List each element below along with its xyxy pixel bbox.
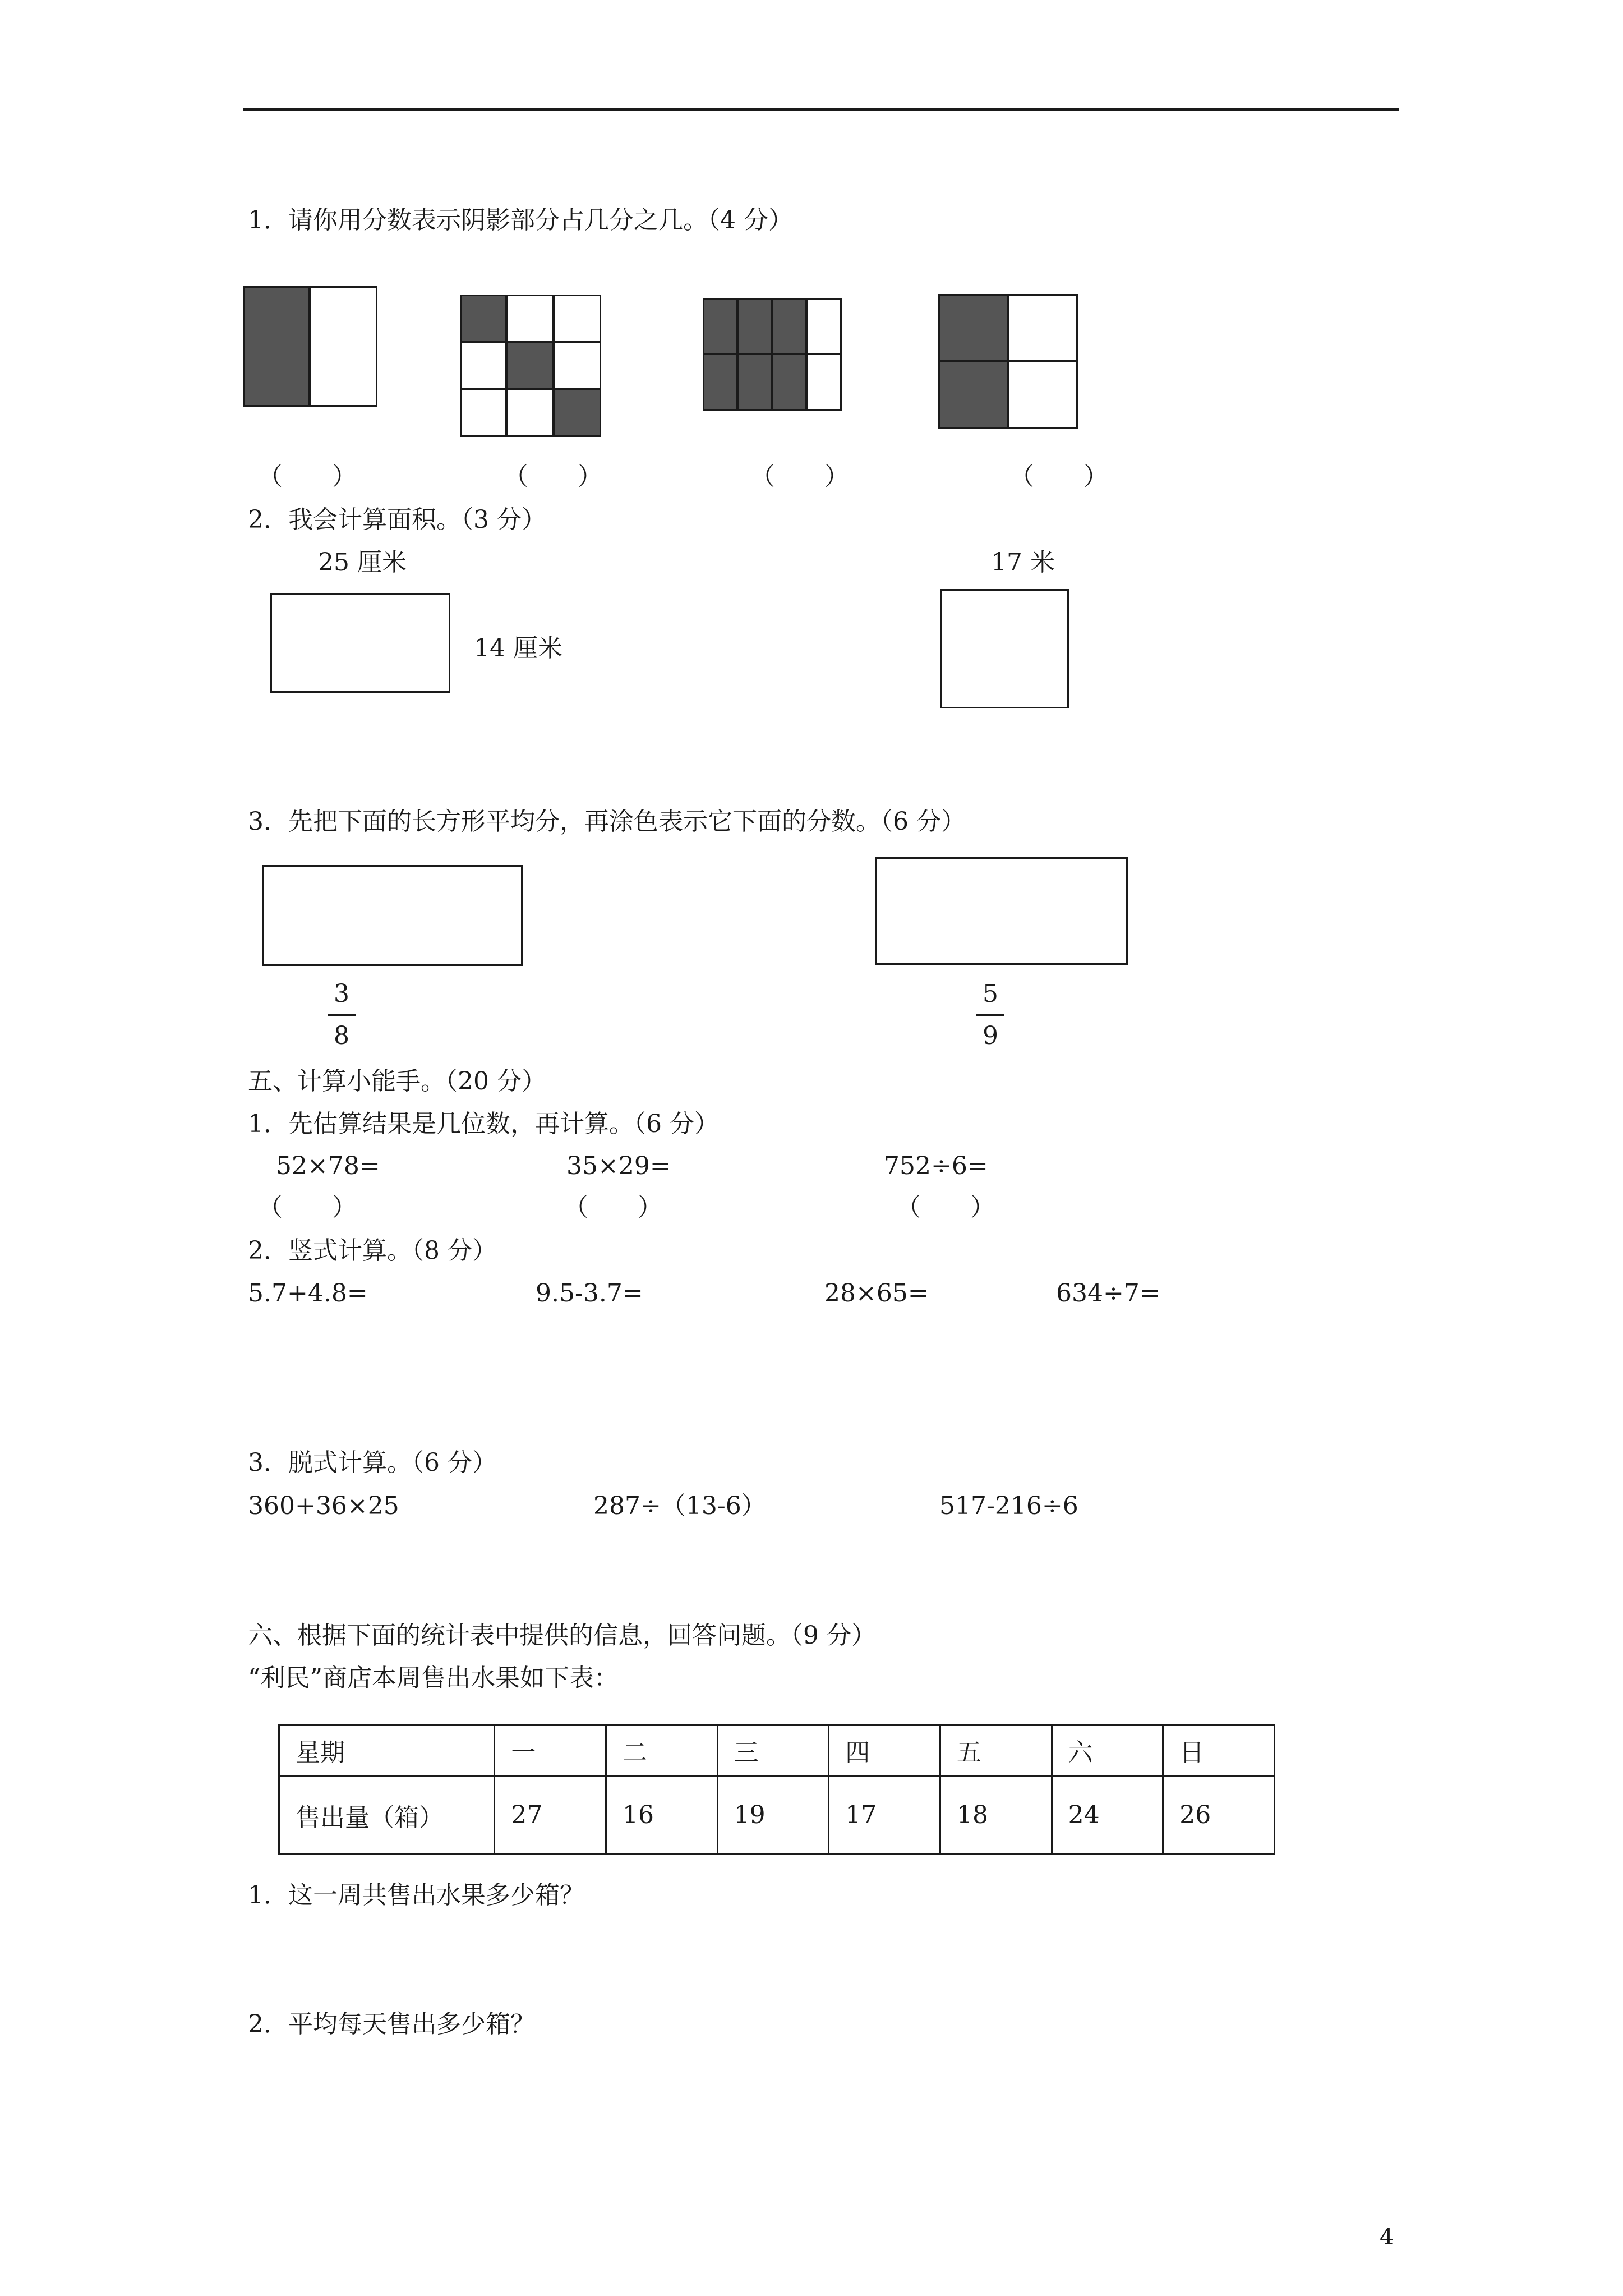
shaded-cell [772,353,808,411]
table-cell: 16 [606,1776,717,1855]
estimate-item-3: 752÷6= [884,1152,988,1180]
step-calc-2: 287÷（13-6） [593,1492,766,1520]
shaded-cell [506,341,555,389]
grid-cell [554,341,602,389]
grid-cell [310,286,378,407]
grid-cell [506,389,555,437]
estimate-blank-3[interactable]: （ ） [896,1193,995,1222]
shaded-cell [938,361,1008,429]
area-square [940,589,1069,708]
grid-cell [1007,361,1078,429]
shading-rectangle-1[interactable] [262,865,523,966]
grid-cell [554,295,602,342]
grid-cell [806,353,842,411]
fraction-figure-2 [460,295,601,437]
table-cell: 18 [940,1776,1052,1855]
rect-width-label: 25 厘米 [318,548,407,577]
fraction-numerator: 5 [983,979,998,1008]
table-cell: 27 [495,1776,606,1855]
section6-question-2: 2．平均每天售出多少箱？ [248,2010,535,2039]
table-cell: 19 [717,1776,829,1855]
grid-cell [506,295,555,342]
rect-height-label: 14 厘米 [474,634,562,662]
header-rule [243,108,1399,111]
vertical-calc-4: 634÷7= [1056,1279,1160,1308]
table-cell: 售出量（箱） [279,1776,495,1855]
table-header-cell: 日 [1163,1725,1275,1776]
table-header-cell: 一 [495,1725,606,1776]
fraction-figure-3 [703,298,842,411]
table-cell: 17 [829,1776,940,1855]
grid-cell [460,389,507,437]
fraction-numerator: 3 [334,979,349,1008]
estimate-item-1: 52×78= [276,1152,380,1180]
square-side-label: 17 米 [991,548,1055,577]
answer-blank-3[interactable]: （ ） [750,462,849,491]
fraction-figure-4 [938,294,1078,429]
shaded-cell [938,294,1008,362]
fraction-denominator: 9 [983,1022,998,1050]
vertical-calc-2: 9.5-3.7= [536,1279,643,1308]
shaded-cell [703,298,737,355]
table-header-cell: 六 [1052,1725,1163,1776]
table-header-cell: 五 [940,1725,1052,1776]
answer-blank-4[interactable]: （ ） [1009,462,1108,491]
table-row [279,1776,1275,1855]
estimate-blank-2[interactable]: （ ） [564,1193,662,1222]
shaded-cell [772,298,808,355]
shading-rectangle-2[interactable] [875,857,1128,965]
grid-cell [806,298,842,355]
section5-q3-title: 3．脱式计算。（6 分） [248,1448,497,1477]
section5-q2-title: 2．竖式计算。（8 分） [248,1236,497,1265]
step-calc-1: 360+36×25 [248,1492,399,1520]
page-number: 4 [1380,2224,1394,2250]
section6-question-1: 1．这一周共售出水果多少箱？ [248,1881,584,1910]
fraction-bar [328,1014,356,1016]
table-header-cell: 四 [829,1725,940,1776]
fraction-denominator: 8 [334,1022,349,1050]
table-cell: 24 [1052,1776,1163,1855]
shaded-cell [554,389,602,437]
sales-table [278,1724,1275,1855]
shaded-cell [460,295,507,342]
section6-title: 六、根据下面的统计表中提供的信息，回答问题。（9 分） [248,1621,876,1650]
shaded-cell [703,353,737,411]
estimate-item-2: 35×29= [566,1152,671,1180]
shaded-cell [737,353,773,411]
table-header-cell: 二 [606,1725,717,1776]
table-header-cell: 星期 [279,1725,495,1776]
fraction-5-9 [976,979,1004,1050]
fraction-bar [976,1014,1004,1016]
q4-1-title: 1．请你用分数表示阴影部分占几分之几。（4 分） [248,206,793,234]
fraction-3-8 [328,979,356,1050]
grid-cell [1007,294,1078,362]
estimate-blank-1[interactable]: （ ） [258,1193,357,1222]
section5-title: 五、计算小能手。（20 分） [248,1067,546,1096]
vertical-calc-3: 28×65= [824,1279,929,1308]
shaded-cell [737,298,773,355]
area-rectangle [270,593,450,693]
answer-blank-2[interactable]: （ ） [504,462,602,491]
fraction-figure-1 [243,286,377,407]
grid-cell [460,341,507,389]
answer-blank-1[interactable]: （ ） [258,462,357,491]
vertical-calc-1: 5.7+4.8= [248,1279,368,1308]
section6-subtitle: “利民”商店本周售出水果如下表： [248,1664,619,1692]
q4-2-title: 2．我会计算面积。（3 分） [248,505,546,534]
table-header-cell: 三 [717,1725,829,1776]
shaded-cell [243,286,310,407]
table-cell: 26 [1163,1776,1275,1855]
section5-q1-title: 1．先估算结果是几位数，再计算。（6 分） [248,1110,719,1138]
q4-3-title: 3．先把下面的长方形平均分，再涂色表示它下面的分数。（6 分） [248,807,966,836]
table-header-row [279,1725,1275,1776]
step-calc-3: 517-216÷6 [939,1492,1078,1520]
